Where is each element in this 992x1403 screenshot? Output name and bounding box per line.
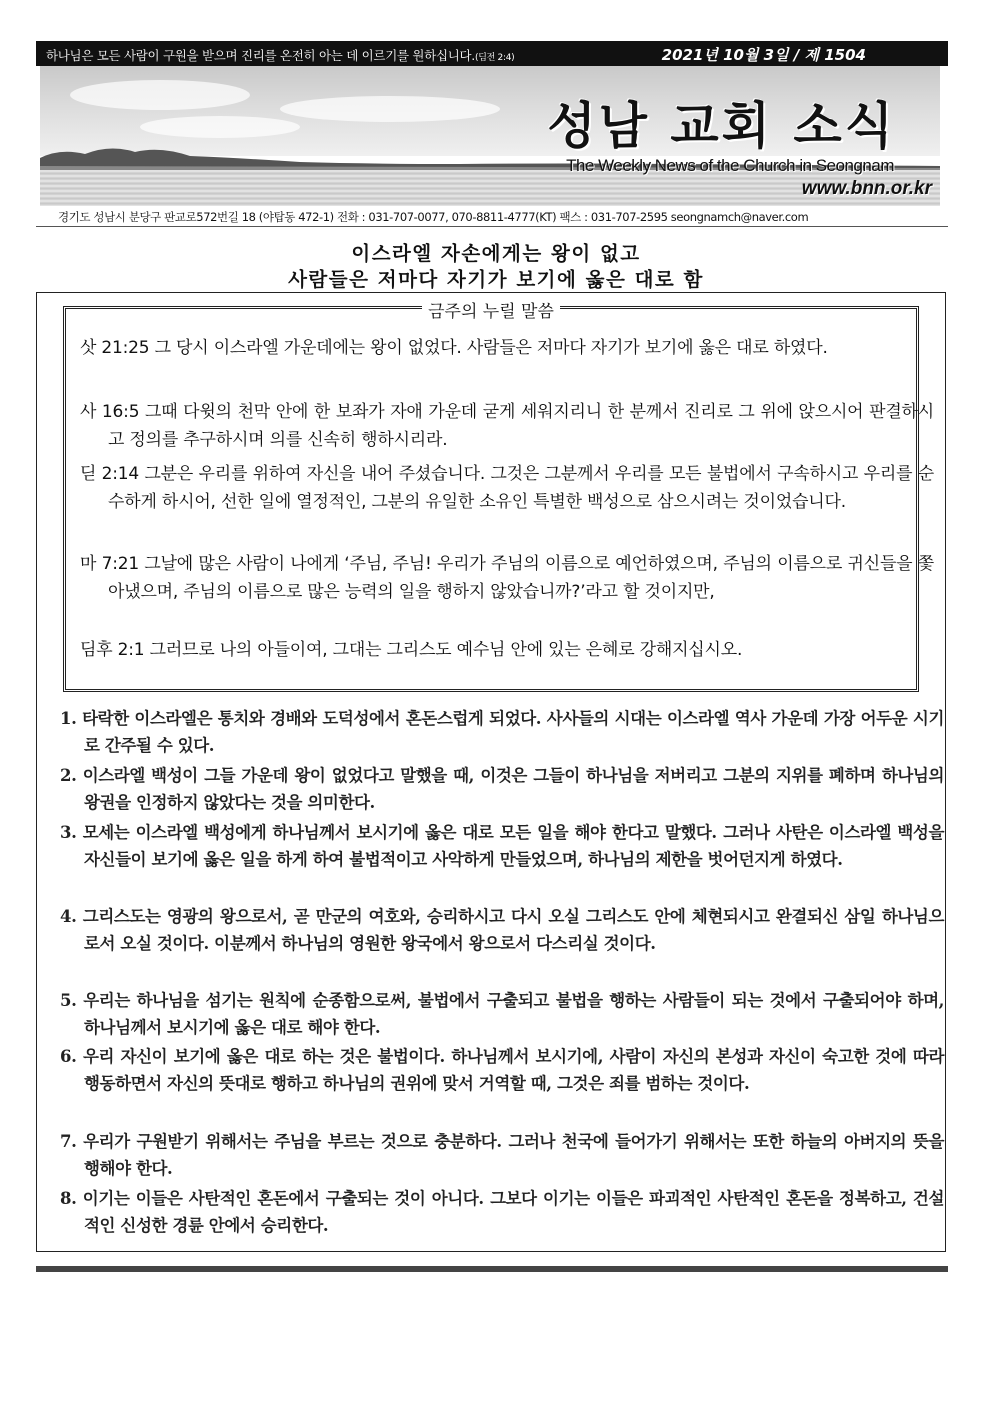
verses-label bbox=[66, 297, 916, 322]
verse-item: 삿 21:25 그 당시 이스라엘 가운데에는 왕이 없었다. 사람들은 저마다 자기가 보기에 옳은 대로 하였다. bbox=[80, 338, 828, 358]
cloud bbox=[70, 80, 250, 110]
masthead-banner bbox=[40, 66, 940, 206]
verse-item: 사 16:5 그때 다윗의 천막 안에 한 보좌가 자애 가운데 굳게 세워지리니 한 분께서 진리로 그 위에 앉으시어 판결하시고 정의를 추구하시며 의를 신속히 행하시리라. bbox=[80, 402, 934, 450]
headline-line1: 이스라엘 자손에게는 왕이 없고 bbox=[351, 242, 641, 265]
website-link[interactable]: www.bnn.or.kr bbox=[801, 178, 932, 199]
outline-point: 2. 이스라엘 백성이 그들 가운데 왕이 없었다고 말했을 때, 이것은 그들이 하나님을 저버리고 그분의 지위를 폐하며 하나님의 왕권을 인정하지 않았다는 것을 의미한다. bbox=[60, 766, 944, 812]
outline-point: 8. 이기는 이들은 사탄적인 혼돈에서 구출되는 것이 아니다. 그보다 이기는 이들은 파괴적인 사탄적인 혼돈을 정복하고, 건설적인 신성한 경륜 안에서 승리한다. bbox=[60, 1189, 944, 1235]
verses-label-text: 금주의 누릴 말씀 bbox=[422, 302, 560, 322]
verse-item: 딤후 2:1 그러므로 나의 아들이여, 그대는 그리스도 예수님 안에 있는 은혜로 강해지십시오. bbox=[80, 640, 743, 660]
headline-line2: 사람들은 저마다 자기가 보기에 옳은 대로 함 bbox=[288, 268, 704, 291]
cloud bbox=[280, 96, 500, 122]
outline-point: 5. 우리는 하나님을 섬기는 원칙에 순종함으로써, 불법에서 구출되고 불법을 행하는 사람들이 되는 것에서 구출되어야 하며, 하나님께서 보시기에 옳은 대로 해야 한다. bbox=[60, 991, 944, 1037]
bottom-divider bbox=[36, 1266, 948, 1272]
header-verse-ref: (딤전 2:4) bbox=[474, 53, 515, 63]
newsletter-subtitle: The Weekly News of the Church in Seongnam bbox=[566, 156, 894, 175]
verse-item: 마 7:21 그날에 많은 사람이 나에게 ‘주님, 주님! 우리가 주님의 이름으로 예언하였으며, 주님의 이름으로 귀신들을 쫓아냈으며, 주님의 이름으로 많은 능력의 일을 행하지 않았습니까?’라고 할 것이지만, bbox=[80, 554, 934, 602]
outline-point: 7. 우리가 구원받기 위해서는 주님을 부르는 것으로 충분하다. 그러나 천국에 들어가기 위해서는 또한 하늘의 아버지의 뜻을 행해야 한다. bbox=[60, 1132, 944, 1178]
header-verse bbox=[46, 46, 514, 64]
weekly-verses-box bbox=[63, 302, 935, 692]
newsletter-title: 성남 교회 소식 bbox=[547, 97, 896, 155]
cloud bbox=[140, 116, 300, 138]
outline-point: 3. 모세는 이스라엘 백성에게 하나님께서 보시기에 옳은 대로 모든 일을 해야 한다고 말했다. 그러나 사탄은 이스라엘 백성을 자신들이 보기에 옳은 일을 하게 하여 불법적이고 사악하게 만들었으며, 하나님의 제한을 벗어던지게 하였다. bbox=[60, 823, 944, 869]
outline-point: 1. 타락한 이스라엘은 통치와 경배와 도덕성에서 혼돈스럽게 되었다. 사사들의 시대는 이스라엘 역사 가운데 가장 어두운 시기로 간주될 수 있다. bbox=[60, 709, 944, 755]
header-verse-bar bbox=[36, 41, 948, 66]
issue-date: 2021년 10월 3일 / 제 1504 bbox=[661, 46, 866, 64]
header-verse-text: 하나님은 모든 사람이 구원을 받으며 진리를 온전히 아는 데 이르기를 원하십니다. bbox=[46, 48, 475, 63]
contact-info: 경기도 성남시 분당구 판교로572번길 18 (야탑동 472-1) 전화 : 031-707-0077, 070-8811-4777(KT) 팩스 : 031-707-2595 seongnamch@naver.com bbox=[58, 210, 809, 224]
divider bbox=[36, 226, 948, 227]
outline-point: 4. 그리스도는 영광의 왕으로서, 곧 만군의 여호와, 승리하시고 다시 오실 그리스도 안에 체현되시고 완결되신 삼일 하나님으로서 오실 것이다. 이분께서 하나님의 영원한 왕국에서 왕으로서 다스리실 것이다. bbox=[60, 907, 944, 953]
verse-item: 딛 2:14 그분은 우리를 위하여 자신을 내어 주셨습니다. 그것은 그분께서 우리를 모든 불법에서 구속하시고 우리를 순수하게 하시어, 선한 일에 열정적인, 그분의 유일한 소유인 특별한 백성으로 삼으시려는 것이었습니다. bbox=[80, 464, 935, 512]
outline-point: 6. 우리 자신이 보기에 옳은 대로 하는 것은 불법이다. 하나님께서 보시기에, 사람이 자신의 본성과 자신이 숙고한 것에 따라 행동하면서 자신의 뜻대로 행하고 하나님의 권위에 맞서 거역할 때, 그것은 죄를 범하는 것이다. bbox=[60, 1047, 944, 1093]
